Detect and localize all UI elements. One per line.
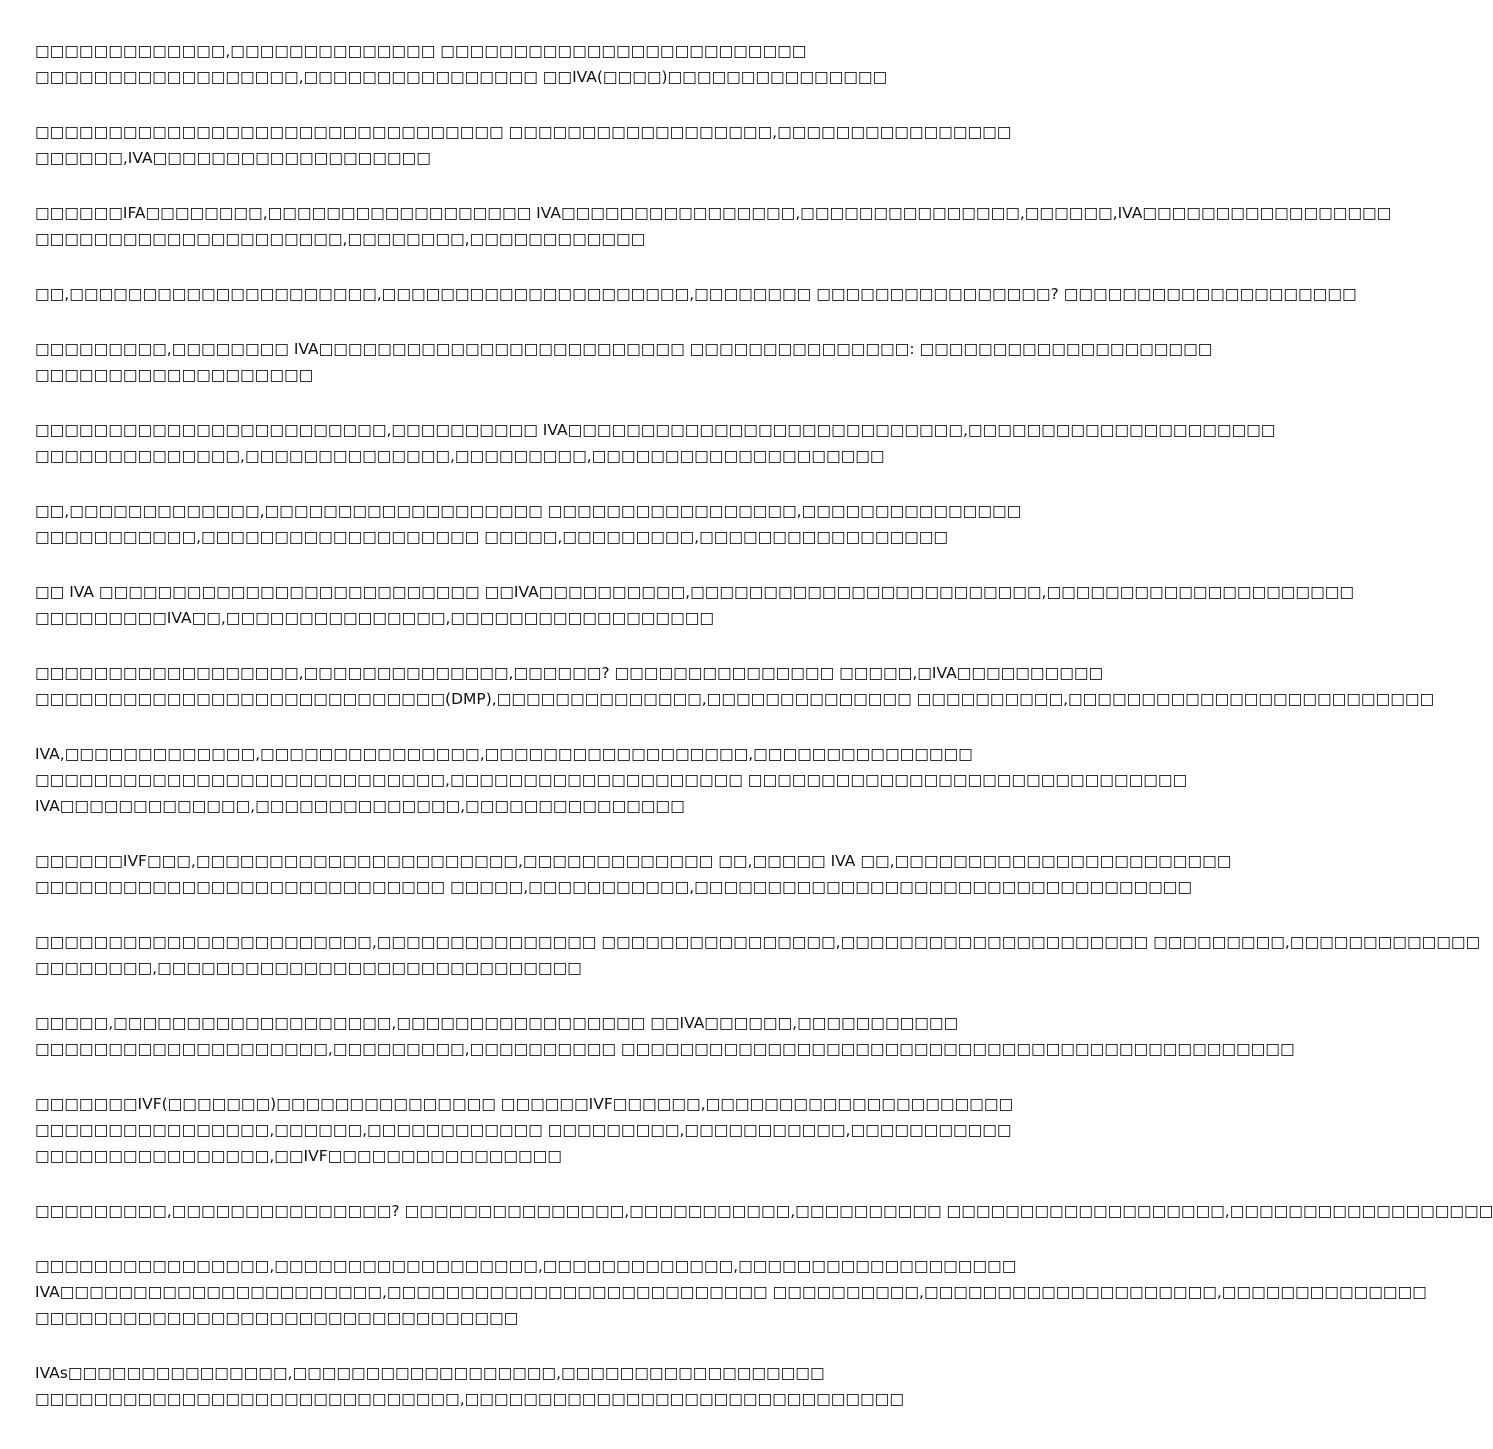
text-line: IVAs□□□□□□□□□□□□□□□,□□□□□□□□□□□□□□□□□□,□□□□□□□□□□□□□□□□□□ <box>35 1364 825 1382</box>
paragraph <box>35 417 1276 469</box>
text-line: □□□□□,□□□□□□□□□□□□□□□□□□□,□□□□□□□□□□□□□□□□□ □□IVA□□□□□□,□□□□□□□□□□□ <box>35 1014 959 1032</box>
text-line: □□□□□□□□□□□□□□□□□□□□□,□□□□□□□□,□□□□□□□□□□□□ <box>35 230 646 248</box>
text-line: □□□□□□□□□□□□□□□□□□□□,□□□□□□□□□,□□□□□□□□□□ □□□□□□□□□□□□□□□□□□□□□□□□□□□□□□□□□□□□□□□□□□□□□□ <box>35 1040 1295 1058</box>
text-line: □□□□□□□□□□□□□□□□□□,□□□□□□□□□□□□□□□□ □□IVA(□□□□)□□□□□□□□□□□□□□□ <box>35 68 888 86</box>
paragraph <box>35 848 1232 900</box>
text-line: □□□□□□,IVA□□□□□□□□□□□□□□□□□□□ <box>35 149 431 167</box>
text-line: □□□□□□□□□□□□□□□□,□□□□□□□□□□□□□□□□□□,□□□□□□□□□□□□□,□□□□□□□□□□□□□□□□□□□ <box>35 1257 1017 1275</box>
paragraph <box>35 1360 995 1412</box>
text-line: □□□□□□□□□□□□□□□□□□,□□□□□□□□□□□□□□,□□□□□□? □□□□□□□□□□□□□□□ □□□□□,□IVA□□□□□□□□□□ <box>35 664 1104 682</box>
text-line: □□□□□□□□□□□□□□□□□□□□□□□□□□□□□,□□□□□□□□□□□□□□□□□□□□□□□□□□□□□□ <box>35 1390 904 1408</box>
text-line: □□□□□□□□□□□□□□□□,□□□□□□,□□□□□□□□□□□□ □□□□□□□□□,□□□□□□□□□□□,□□□□□□□□□□□ <box>35 1121 1012 1139</box>
paragraph <box>35 498 1022 550</box>
text-line: □□□□□□□□□□□□□□□□□□□□□□□□□□□□(DMP),□□□□□□□□□□□□□□,□□□□□□□□□□□□□□ □□□□□□□□□□,□□□□□□□□□□□□□□□□□□□□□□□□□ <box>35 690 1435 708</box>
text-line: □□□□□□□□□□□□□□□□□□□□□□□,□□□□□□□□□□□□□□□ □□□□□□□□□□□□□□□□,□□□□□□□□□□□□□□□□□□□□□ □□□□□□□□□,□□□□□□□□□□□□□ <box>35 933 1481 951</box>
text-line: □□□□□□□□□□□□□□□□□□□□□□□□□□□□□□□□ □□□□□□□□□□□□□□□□□□,□□□□□□□□□□□□□□□□ <box>35 123 1012 141</box>
text-line: □□□□□□□□□□□□□□□□□□□ <box>35 366 314 384</box>
text-line: □□□□□□□IVF(□□□□□□□)□□□□□□□□□□□□□□□ □□□□□□IVF□□□□□□,□□□□□□□□□□□□□□□□□□□□□ <box>35 1095 1014 1113</box>
text-line: □□□□□□□□□□□□□□□□□□□□□□□□□□□□,□□□□□□□□□□□□□□□□□□□□ □□□□□□□□□□□□□□□□□□□□□□□□□□□□□□ <box>35 771 1188 789</box>
text-line: □□,□□□□□□□□□□□□□□□□□□□□□,□□□□□□□□□□□□□□□□□□□□□,□□□□□□□□ □□□□□□□□□□□□□□□□? □□□□□□□□□□□□□□□□□□□□ <box>35 285 1357 303</box>
text-line: □□□□□□□□□□□□□□□□□□□□□□□□□□□□ □□□□□,□□□□□□□□□□□,□□□□□□□□□□□□□□□□□□□□□□□□□□□□□□□□□□ <box>35 878 1193 896</box>
paragraph <box>35 660 1435 712</box>
paragraph <box>35 200 1392 252</box>
text-line: IVA□□□□□□□□□□□□□,□□□□□□□□□□□□□□,□□□□□□□□□□□□□□□ <box>35 797 685 815</box>
text-line: □□□□□□IVF□□□,□□□□□□□□□□□□□□□□□□□□□□,□□□□□□□□□□□□□ □□,□□□□□ IVA □□,□□□□□□□□□□□□□□□□□□□□□□□ <box>35 852 1232 870</box>
text-line: IVA□□□□□□□□□□□□□□□□□□□□□□,□□□□□□□□□□□□□□□□□□□□□□□□□□ □□□□□□□□□□,□□□□□□□□□□□□□□□□□□□□,□□□□□□□□□□□□□□ <box>35 1283 1427 1301</box>
paragraph <box>35 1253 1427 1331</box>
paragraph <box>35 38 995 90</box>
text-line: □□□□□□□□□□□□□□,□□□□□□□□□□□□□□,□□□□□□□□□,□□□□□□□□□□□□□□□□□□□□ <box>35 447 885 465</box>
paragraph <box>35 579 1355 631</box>
text-line: □□ IVA □□□□□□□□□□□□□□□□□□□□□□□□□□ □□IVA□□□□□□□□□□,□□□□□□□□□□□□□□□□□□□□□□□□,□□□□□□□□□□□□□□□□□□□□□ <box>35 583 1355 601</box>
text-line: □□□□□□□□□,□□□□□□□□ IVA□□□□□□□□□□□□□□□□□□□□□□□□□ □□□□□□□□□□□□□□□: □□□□□□□□□□□□□□□□□□□□ <box>35 340 1213 358</box>
text-line: □□□□□□□□□□□□□,□□□□□□□□□□□□□□ □□□□□□□□□□□□□□□□□□□□□□□□□ <box>35 42 807 60</box>
document-body <box>35 38 1493 1441</box>
text-line: □□□□□□□□□□□□□□□□□□□□□□□□,□□□□□□□□□□ IVA□□□□□□□□□□□□□□□□□□□□□□□□□□□,□□□□□□□□□□□□□□□□□□□□□ <box>35 421 1276 439</box>
text-line: □□,□□□□□□□□□□□□□,□□□□□□□□□□□□□□□□□□□ □□□□□□□□□□□□□□□□□,□□□□□□□□□□□□□□□ <box>35 502 1022 520</box>
paragraph <box>35 1198 1493 1224</box>
paragraph <box>35 336 1213 388</box>
text-line: □□□□□□□□□□□□□□□□,□□IVF□□□□□□□□□□□□□□□□ <box>35 1147 562 1165</box>
paragraph <box>35 741 1188 819</box>
text-line: □□□□□□□□,□□□□□□□□□□□□□□□□□□□□□□□□□□□□□ <box>35 959 582 977</box>
paragraph <box>35 1010 1295 1062</box>
paragraph <box>35 119 1012 171</box>
paragraph <box>35 281 1357 307</box>
text-line: □□□□□□IFA□□□□□□□□,□□□□□□□□□□□□□□□□□□ IVA□□□□□□□□□□□□□□□□,□□□□□□□□□□□□□□□,□□□□□□,IVA□□□□□□□□□□□□□□□□□ <box>35 204 1392 222</box>
text-line: □□□□□□□□□IVA□□,□□□□□□□□□□□□□□□,□□□□□□□□□□□□□□□□□□ <box>35 609 715 627</box>
text-line: □□□□□□□□□□□,□□□□□□□□□□□□□□□□□□□ □□□□□,□□□□□□□□□,□□□□□□□□□□□□□□□□□ <box>35 528 949 546</box>
text-line: □□□□□□□□□,□□□□□□□□□□□□□□□? □□□□□□□□□□□□□□□,□□□□□□□□□□□,□□□□□□□□□□ □□□□□□□□□□□□□□□□□□□,□□□□□□□□□□□□□□□□□□ <box>35 1202 1493 1220</box>
text-line: IVA,□□□□□□□□□□□□□,□□□□□□□□□□□□□□□,□□□□□□□□□□□□□□□□□□,□□□□□□□□□□□□□□□ <box>35 745 973 763</box>
text-line: □□□□□□□□□□□□□□□□□□□□□□□□□□□□□□□□□ <box>35 1309 519 1327</box>
paragraph <box>35 929 1481 981</box>
paragraph-container <box>35 38 1493 1412</box>
paragraph <box>35 1091 1014 1169</box>
